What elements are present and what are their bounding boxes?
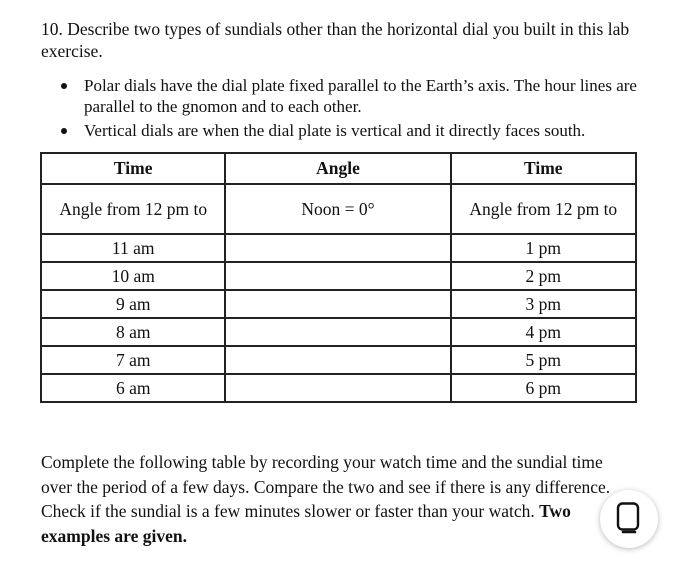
cell-pm-time: 5 pm <box>451 346 636 374</box>
cell-pm-time: 4 pm <box>451 318 636 346</box>
cell-am-time: 11 am <box>41 234 225 262</box>
table-row <box>41 318 636 346</box>
table-subheader-row <box>41 184 636 234</box>
cell-am-time: 8 am <box>41 318 225 346</box>
cell-pm-time: 1 pm <box>451 234 636 262</box>
cell-angle <box>225 262 450 290</box>
phone-icon <box>616 502 642 536</box>
bullet-item <box>58 75 658 117</box>
bullet-item <box>58 120 658 141</box>
header-time-am: Time <box>41 153 225 184</box>
sundial-angle-table <box>40 152 637 403</box>
instructions-bold: Two examples are given. <box>41 501 571 546</box>
cell-pm-time: 3 pm <box>451 290 636 318</box>
bullet-dot-icon <box>61 83 67 89</box>
bullet-text: Vertical dials are when the dial plate is vertical and it directly faces south. <box>84 121 586 140</box>
bullet-text: Polar dials have the dial plate fixed parallel to the Earth’s axis. The hour lines are parallel to the gnomon and to each other. <box>84 76 637 116</box>
instructions-text <box>41 450 631 548</box>
header-angle: Angle <box>225 153 450 184</box>
table-row <box>41 346 636 374</box>
subheader-middle: Noon = 0° <box>225 184 450 234</box>
bullet-dot-icon <box>61 128 67 134</box>
table-header-row <box>41 153 636 184</box>
header-time-pm: Time <box>451 153 636 184</box>
table-row <box>41 374 636 402</box>
table-row <box>41 262 636 290</box>
instructions-body: Complete the following table by recording your watch time and the sundial time over the period of a few days. Compare the two and see if there is any difference. Check if the sundial is a few minutes slower or faster than your watch. <box>41 452 611 521</box>
cell-am-time: 7 am <box>41 346 225 374</box>
cell-angle <box>225 318 450 346</box>
cell-angle <box>225 374 450 402</box>
cell-angle <box>225 290 450 318</box>
table-row <box>41 234 636 262</box>
cell-am-time: 10 am <box>41 262 225 290</box>
question-text: 10. Describe two types of sundials other than the horizontal dial you built in this lab exercise. <box>41 19 630 61</box>
cell-pm-time: 6 pm <box>451 374 636 402</box>
subheader-right: Angle from 12 pm to <box>451 184 636 234</box>
table-row <box>41 290 636 318</box>
subheader-left: Angle from 12 pm to <box>41 184 225 234</box>
cell-pm-time: 2 pm <box>451 262 636 290</box>
floating-action-button[interactable] <box>600 490 658 548</box>
cell-angle <box>225 234 450 262</box>
cell-angle <box>225 346 450 374</box>
cell-am-time: 6 am <box>41 374 225 402</box>
answer-bullets <box>58 75 658 144</box>
cell-am-time: 9 am <box>41 290 225 318</box>
